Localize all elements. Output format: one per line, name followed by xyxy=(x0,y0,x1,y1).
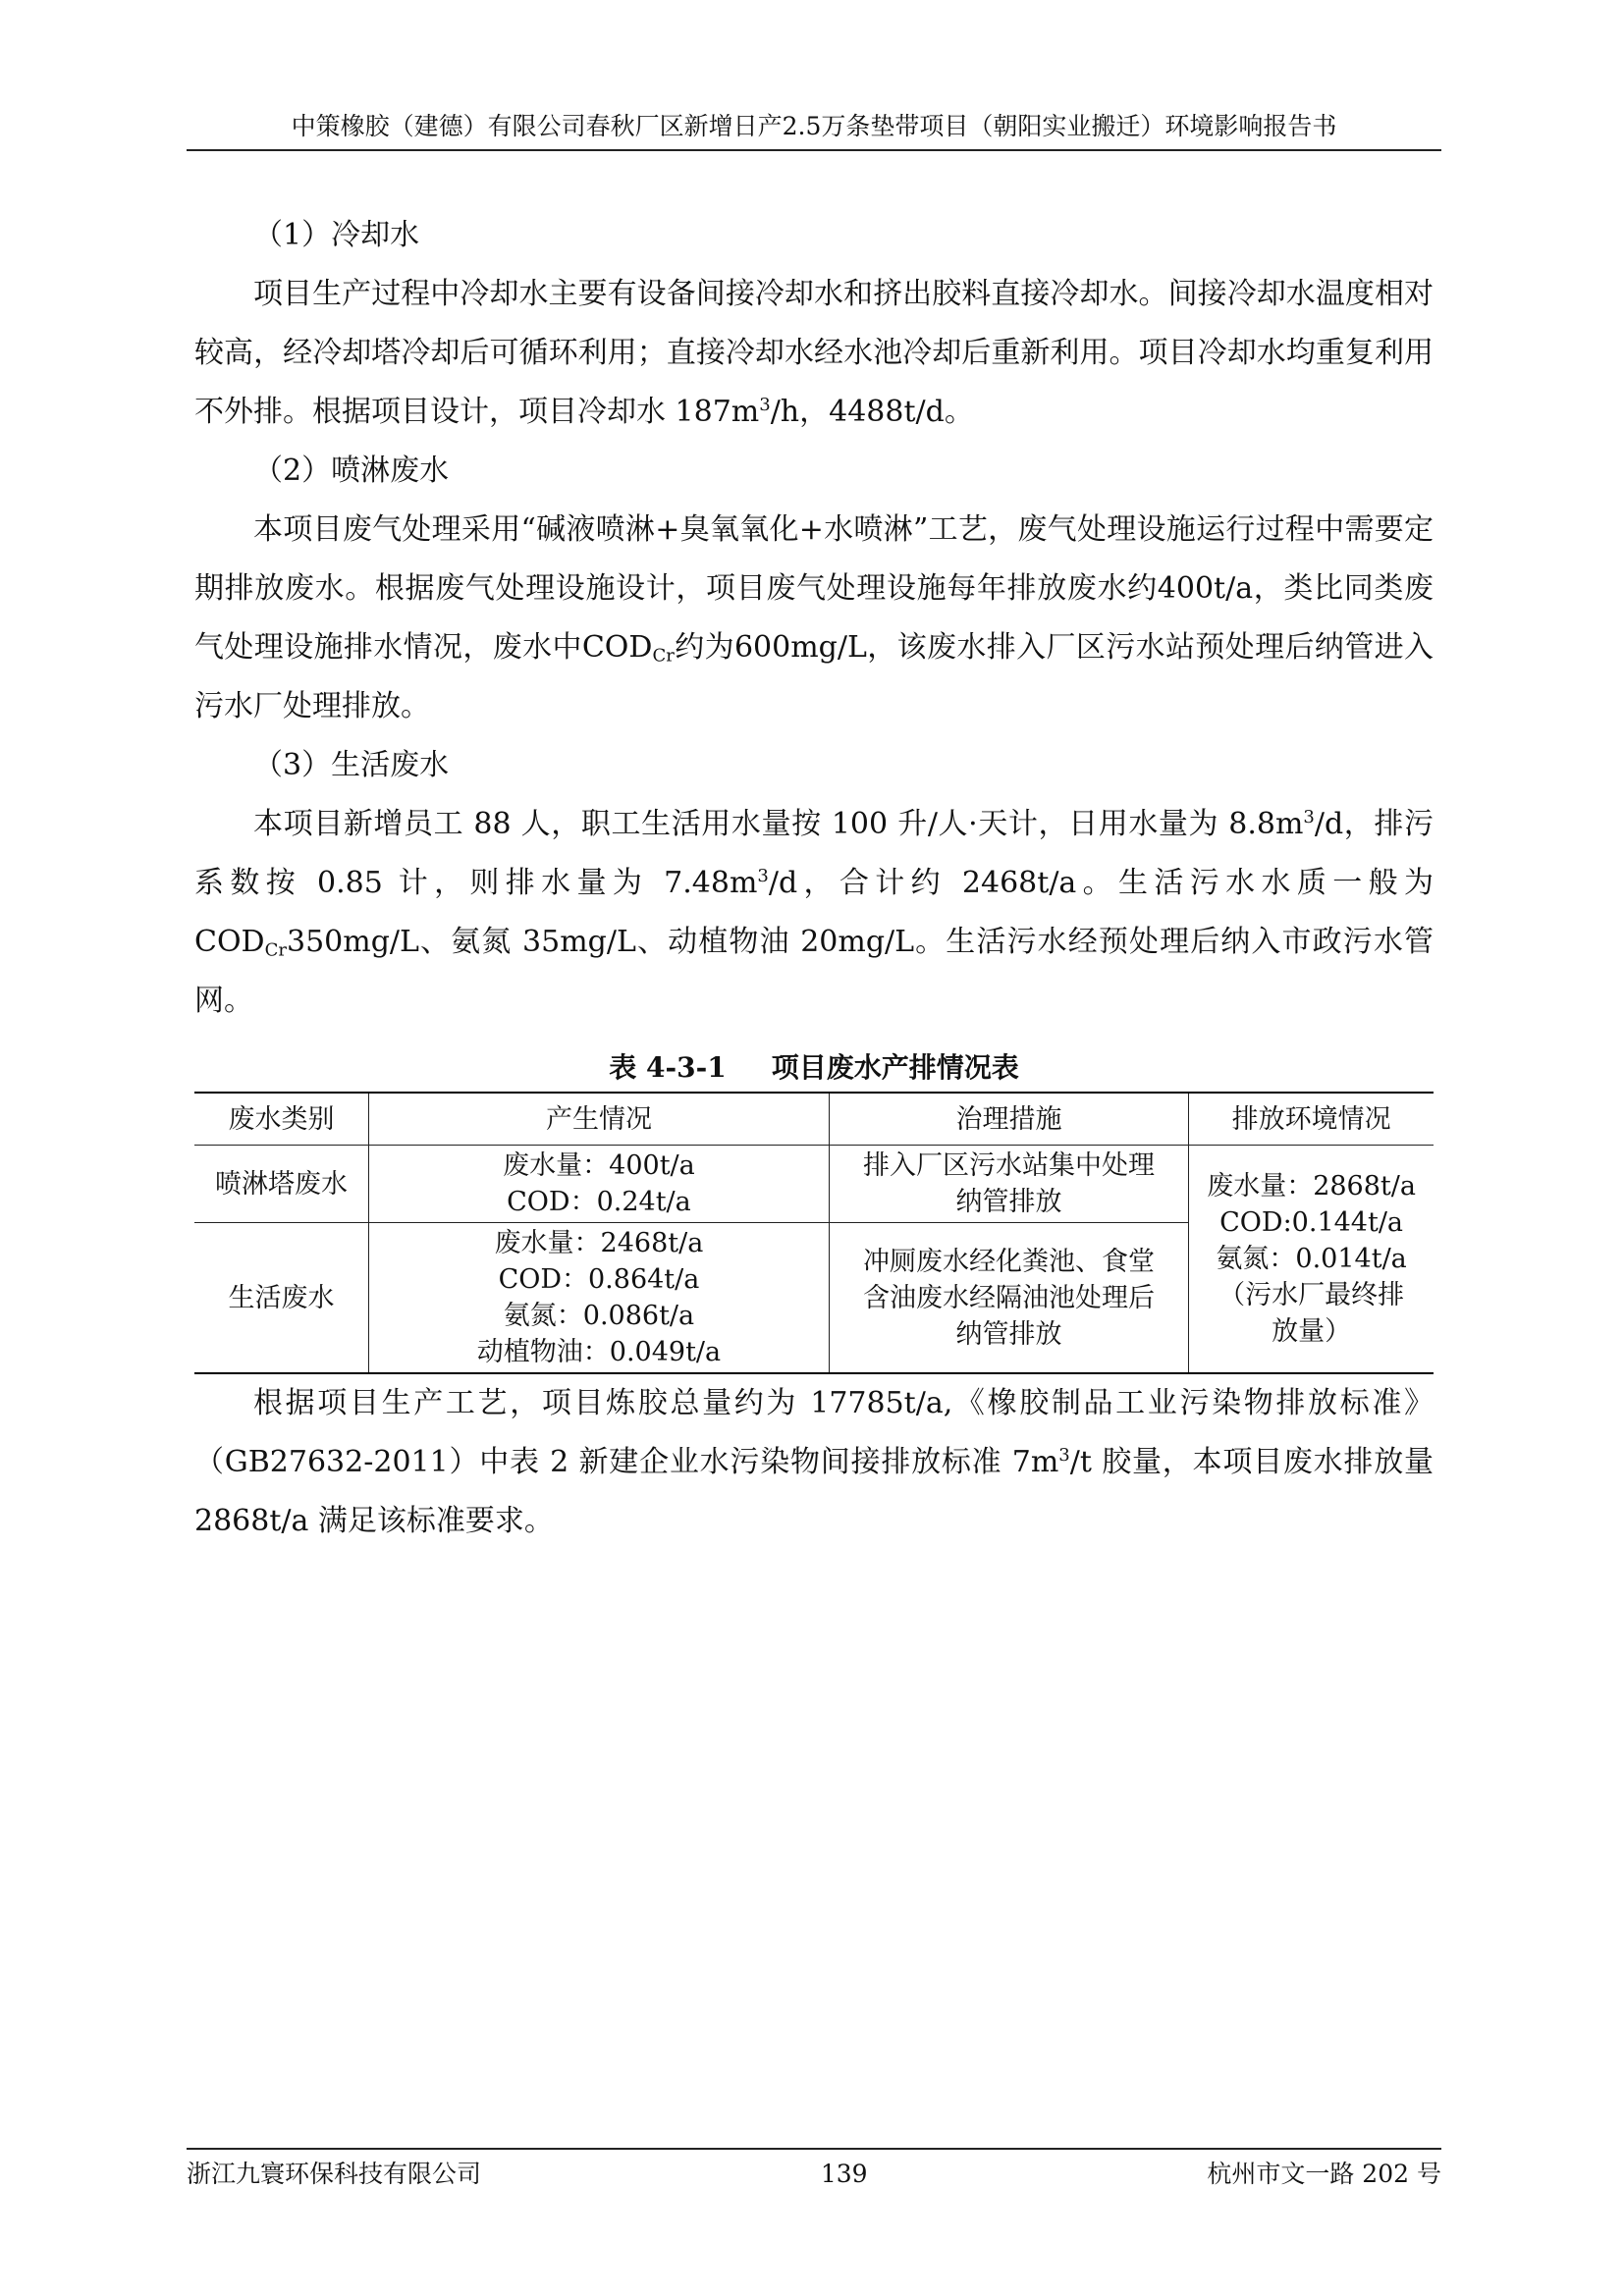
table-cell-category: 喷淋塔废水 xyxy=(194,1146,369,1223)
page-footer xyxy=(187,2148,1441,2191)
paragraph-domestic: 本项目新增员工 88 人，职工生活用水量按 100 升/人·天计，日用水量为 $8.8m^3/d$，排污系数按 0.85 计，则排水量为 $7.48m^3/d$，合计约 2468t/a。生活污水水质一般为$COD_{Cr}350mg/L$、氨氮 35mg/L、动植物油 20mg/L。生活污水经预处理后纳入市政污水管网。 xyxy=(194,807,1434,1018)
footer-company: 浙江九寰环保科技有限公司 xyxy=(187,2160,482,2188)
paragraph-standard-compliance: 根据项目生产工艺，项目炼胶总量约为 17785t/a,《橡胶制品工业污染物排放标准》（GB27632-2011）中表 2 新建企业水污染物间接排放标准 $7m^3/t$ 胶量，本项目废水排放量 2868t/a 满足该标准要求。 xyxy=(194,1386,1434,1538)
footer-page-number: 139 xyxy=(820,2160,868,2188)
table-cell-treatment: 冲厕废水经化粪池、食堂 含油废水经隔油池处理后 纳管排放 xyxy=(829,1223,1188,1374)
header-title: 中策橡胶（建德）有限公司春秋厂区新增日产2.5万条垫带项目（朝阳实业搬迁）环境影响报告书 xyxy=(291,112,1337,140)
table-cell-production: 废水量：2468t/a COD：0.864t/a 氨氮：0.086t/a 动植物油：0.049t/a xyxy=(369,1223,830,1374)
section-heading-spray: （2）喷淋废水 xyxy=(253,454,450,488)
table-header-cell: 废水类别 xyxy=(194,1093,369,1146)
section-heading-cooling: （1）冷却水 xyxy=(253,218,420,252)
table-row xyxy=(194,1146,1434,1223)
table-cell-category: 生活废水 xyxy=(194,1223,369,1374)
paragraph-cooling: 项目生产过程中冷却水主要有设备间接冷却水和挤出胶料直接冷却水。间接冷却水温度相对较高，经冷却塔冷却后可循环利用；直接冷却水经水池冷却后重新利用。项目冷却水均重复利用不外排。根据项目设计，项目冷却水 $187m^3/h$，4488t/d。 xyxy=(194,277,1434,429)
page-header xyxy=(187,110,1441,151)
wastewater-table xyxy=(194,1092,1434,1374)
table-cell-production: 废水量：400t/a COD：0.24t/a xyxy=(369,1146,830,1223)
table-caption xyxy=(194,1048,1434,1088)
table-cell-treatment: 排入厂区污水站集中处理 纳管排放 xyxy=(829,1146,1188,1223)
paragraph-spray: 本项目废气处理采用“碱液喷淋+臭氧氧化+水喷淋”工艺，废气处理设施运行过程中需要定期排放废水。根据废气处理设施设计，项目废气处理设施每年排放废水约400t/a，类比同类废气处理设施排水情况，废水中$COD_{Cr}$约为600mg/L，该废水排入厂区污水站预处理后纳管进入污水厂处理排放。 xyxy=(194,512,1434,723)
document-body xyxy=(194,206,1434,1551)
footer-address: 杭州市文一路 202 号 xyxy=(1207,2160,1441,2188)
table-caption-number: 表 4-3-1 xyxy=(609,1051,727,1084)
table-header-row xyxy=(194,1093,1434,1146)
table-header-cell: 产生情况 xyxy=(369,1093,830,1146)
table-header-cell: 治理措施 xyxy=(829,1093,1188,1146)
table-header-cell: 排放环境情况 xyxy=(1189,1093,1434,1146)
table-caption-title: 项目废水产排情况表 xyxy=(771,1051,1019,1084)
section-heading-domestic: （3）生活废水 xyxy=(253,748,450,782)
table-cell-discharge: 废水量：2868t/a COD:0.144t/a 氨氮：0.014t/a （污水厂最终排 放量） xyxy=(1189,1146,1434,1374)
